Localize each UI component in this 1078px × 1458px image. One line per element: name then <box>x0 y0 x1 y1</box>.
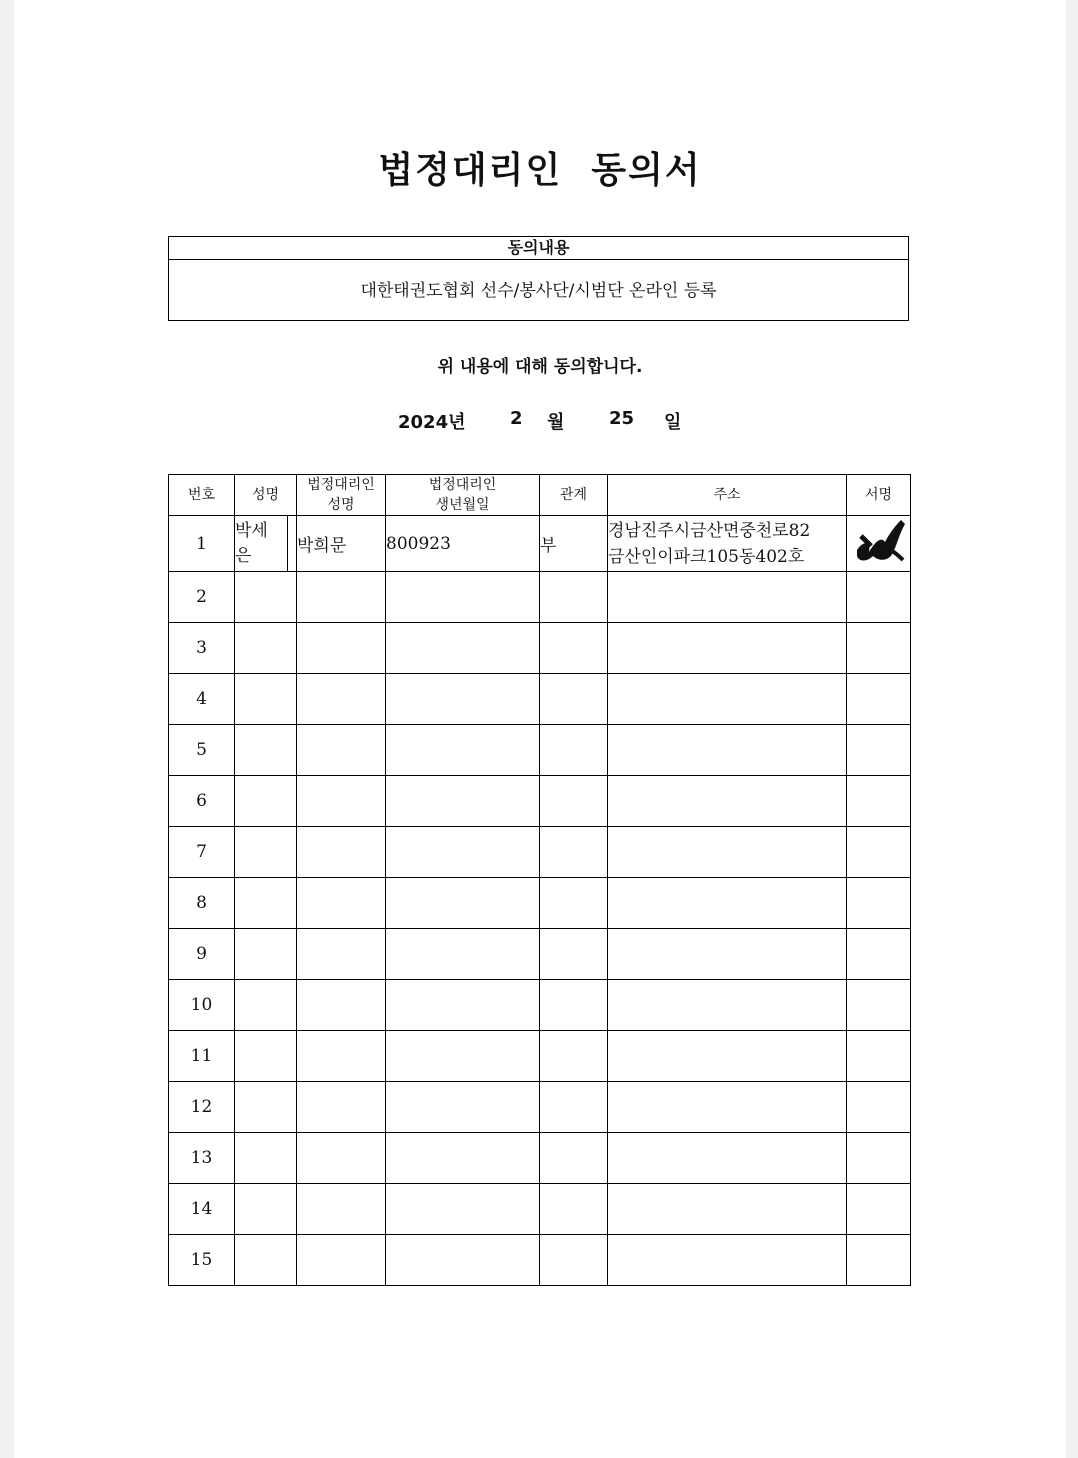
row-rep-name <box>297 1031 386 1082</box>
row-num: 1 <box>169 516 235 572</box>
row-address <box>608 827 847 878</box>
row-signature <box>847 776 911 827</box>
row-rep-name <box>297 878 386 929</box>
row-num: 12 <box>169 1082 235 1133</box>
row-relation <box>540 1235 608 1286</box>
date-month: 2 <box>510 408 523 429</box>
row-signature <box>847 572 911 623</box>
table-row <box>169 776 911 827</box>
row-rep-name <box>297 623 386 674</box>
row-num: 8 <box>169 878 235 929</box>
row-signature <box>847 674 911 725</box>
row-name <box>235 1082 297 1133</box>
header-rep-name <box>297 475 386 516</box>
row-signature <box>847 725 911 776</box>
row-name <box>235 878 297 929</box>
row-address <box>608 623 847 674</box>
row-relation <box>540 572 608 623</box>
row-name <box>235 572 297 623</box>
row-signature <box>847 1133 911 1184</box>
consent-roster-table <box>168 474 911 1286</box>
header-name: 성명 <box>235 475 297 516</box>
row-name-text: 박세 은 <box>235 520 268 566</box>
row-num: 3 <box>169 623 235 674</box>
consent-content: 대한태권도협회 선수/봉사단/시범단 온라인 등록 <box>360 281 717 301</box>
row-num: 7 <box>169 827 235 878</box>
table-row <box>169 623 911 674</box>
row-rep-birth <box>386 1133 540 1184</box>
row-address <box>608 1235 847 1286</box>
table-row <box>169 1082 911 1133</box>
row-relation: 부 <box>540 516 608 572</box>
row-name <box>235 1133 297 1184</box>
table-row <box>169 725 911 776</box>
row-signature <box>847 1082 911 1133</box>
row-signature <box>847 1184 911 1235</box>
row-signature <box>847 1031 911 1082</box>
row-rep-birth <box>386 725 540 776</box>
row-name <box>235 827 297 878</box>
row-rep-name <box>297 572 386 623</box>
date-year: 2024년 <box>398 412 466 433</box>
row-num: 5 <box>169 725 235 776</box>
row-num: 14 <box>169 1184 235 1235</box>
header-address: 주소 <box>608 475 847 516</box>
row-rep-birth <box>386 776 540 827</box>
row-rep-name: 박희문 <box>297 516 386 572</box>
table-row <box>169 980 911 1031</box>
row-address <box>608 674 847 725</box>
row-signature <box>847 827 911 878</box>
row-rep-birth <box>386 827 540 878</box>
document-page <box>14 0 1066 1458</box>
document-title: 법정대리인 동의서 <box>378 150 702 191</box>
table-row <box>169 1184 911 1235</box>
consent-box <box>168 236 909 321</box>
header-rep-birth <box>386 475 540 516</box>
row-name <box>235 1031 297 1082</box>
row-relation <box>540 623 608 674</box>
row-address <box>608 980 847 1031</box>
row-rep-name <box>297 1133 386 1184</box>
row-relation <box>540 980 608 1031</box>
row-name <box>235 1184 297 1235</box>
row-rep-birth <box>386 1184 540 1235</box>
header-rep-name-line2: 성명 <box>327 497 355 513</box>
row-address <box>608 725 847 776</box>
row-address <box>608 929 847 980</box>
row-num: 4 <box>169 674 235 725</box>
date-day: 25 <box>609 408 635 429</box>
row-relation <box>540 725 608 776</box>
row-signature <box>847 878 911 929</box>
row-rep-name <box>297 1184 386 1235</box>
row-relation <box>540 827 608 878</box>
table-row <box>169 1133 911 1184</box>
row-rep-birth: 800923 <box>386 516 540 572</box>
table-row <box>169 929 911 980</box>
row-signature <box>847 929 911 980</box>
row-address <box>608 1031 847 1082</box>
row-num: 9 <box>169 929 235 980</box>
table-row <box>169 674 911 725</box>
row-name <box>235 980 297 1031</box>
row-name <box>235 929 297 980</box>
date-month-unit: 월 <box>547 412 565 433</box>
row-address <box>608 878 847 929</box>
row-rep-birth <box>386 1235 540 1286</box>
row-relation <box>540 776 608 827</box>
row-relation <box>540 878 608 929</box>
handwritten-signature-icon <box>851 516 907 566</box>
row-address <box>608 1082 847 1133</box>
row-signature <box>847 516 911 572</box>
header-rep-birth-line1: 법정대리인 <box>428 477 497 493</box>
row-num: 15 <box>169 1235 235 1286</box>
row-rep-name <box>297 980 386 1031</box>
row-name <box>235 725 297 776</box>
row-rep-name <box>297 929 386 980</box>
row-num: 6 <box>169 776 235 827</box>
header-rep-birth-line2: 생년월일 <box>435 497 490 513</box>
row-name <box>235 674 297 725</box>
row-address: 경남진주시금산면중천로82 금산인이파크105동402호 <box>608 516 847 572</box>
row-rep-name <box>297 827 386 878</box>
row-address <box>608 1184 847 1235</box>
row-signature <box>847 1235 911 1286</box>
header-rep-name-line1: 법정대리인 <box>307 477 375 493</box>
table-row <box>169 572 911 623</box>
header-num: 번호 <box>169 475 235 516</box>
row-address <box>608 572 847 623</box>
row-relation <box>540 1031 608 1082</box>
row-rep-birth <box>386 980 540 1031</box>
row-rep-birth <box>386 674 540 725</box>
row-rep-birth <box>386 572 540 623</box>
row-name <box>235 1235 297 1286</box>
table-row <box>169 827 911 878</box>
row-address <box>608 776 847 827</box>
row-rep-name <box>297 1235 386 1286</box>
table-row <box>169 1031 911 1082</box>
table-row <box>169 878 911 929</box>
row-rep-birth <box>386 1082 540 1133</box>
row-rep-birth <box>386 929 540 980</box>
table-row <box>169 1235 911 1286</box>
row-rep-name <box>297 1082 386 1133</box>
row-relation <box>540 1184 608 1235</box>
row-name <box>235 776 297 827</box>
row-signature <box>847 980 911 1031</box>
row-relation <box>540 674 608 725</box>
cell-divider <box>287 516 288 571</box>
row-rep-name <box>297 674 386 725</box>
table-header-row <box>169 475 911 516</box>
row-rep-name <box>297 776 386 827</box>
row-name <box>235 516 297 572</box>
row-address <box>608 1133 847 1184</box>
row-relation <box>540 929 608 980</box>
row-num: 10 <box>169 980 235 1031</box>
table-row <box>169 516 911 572</box>
row-rep-birth <box>386 878 540 929</box>
row-relation <box>540 1082 608 1133</box>
row-signature <box>847 623 911 674</box>
row-name <box>235 623 297 674</box>
row-relation <box>540 1133 608 1184</box>
row-rep-name <box>297 725 386 776</box>
row-num: 11 <box>169 1031 235 1082</box>
row-num: 2 <box>169 572 235 623</box>
header-signature: 서명 <box>847 475 911 516</box>
table-body <box>169 516 911 1286</box>
row-rep-birth <box>386 623 540 674</box>
header-relation: 관계 <box>540 475 608 516</box>
agreement-statement: 위 내용에 대해 동의합니다. <box>437 357 643 377</box>
consent-heading: 동의내용 <box>169 237 908 260</box>
row-rep-birth <box>386 1031 540 1082</box>
row-num: 13 <box>169 1133 235 1184</box>
date-day-unit: 일 <box>664 412 682 433</box>
